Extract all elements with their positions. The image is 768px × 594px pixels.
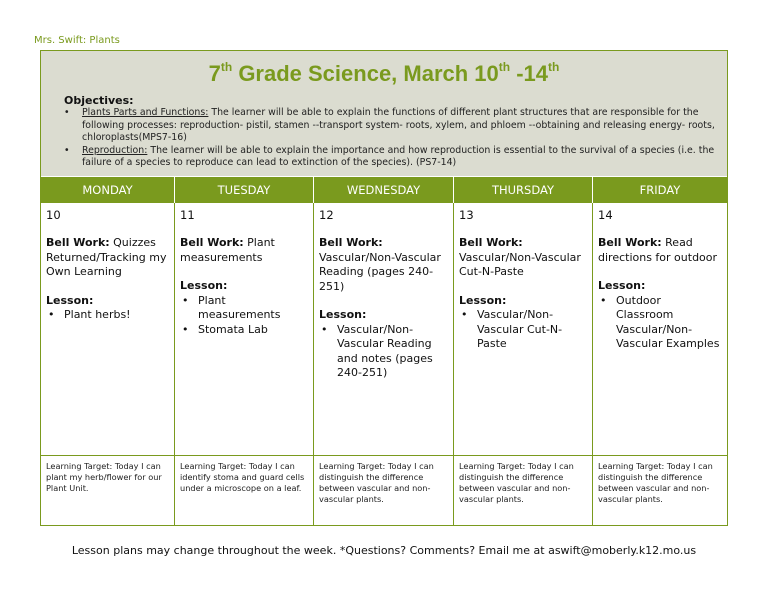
bell-work-text: Read directions for outdoor bbox=[598, 236, 718, 264]
day-date: 10 bbox=[46, 208, 61, 222]
lesson-item bbox=[180, 323, 307, 338]
lesson-item bbox=[180, 294, 307, 323]
lesson-item bbox=[459, 308, 586, 352]
bell-work-text: Vascular/Non-Vascular Cut-N-Paste bbox=[459, 250, 581, 278]
day-header-tuesday: TUESDAY bbox=[175, 177, 314, 203]
title-grade: 7 bbox=[208, 61, 221, 86]
lesson-list bbox=[598, 294, 721, 352]
lesson-text: Stomata Lab bbox=[198, 322, 268, 336]
lesson-label: Lesson: bbox=[46, 293, 94, 307]
bullet-icon: • bbox=[182, 293, 189, 307]
lesson-list bbox=[180, 294, 307, 338]
day-column-thursday bbox=[454, 203, 593, 525]
bullet-icon: • bbox=[48, 308, 55, 321]
bell-work-text: Vascular/Non-Vascular Reading (pages 240-251) bbox=[319, 250, 441, 293]
day-header-friday: FRIDAY bbox=[639, 183, 681, 197]
lesson-text: Vascular/Non-Vascular Cut-N-Paste bbox=[477, 308, 563, 350]
bell-work-text: Plant measurements bbox=[180, 236, 275, 264]
objective-term: Plants Parts and Functions: bbox=[82, 107, 209, 118]
footer-note: Lesson plans may change throughout the week. *Questions? Comments? Email me at aswift@moberly.k12.mo.us bbox=[71, 544, 697, 557]
day-header-wednesday: WEDNESDAY bbox=[314, 177, 454, 203]
day-content bbox=[459, 236, 586, 352]
title-sup-1: th bbox=[220, 59, 233, 74]
objectives-list bbox=[64, 107, 719, 170]
objective-item bbox=[64, 107, 719, 145]
title-text: Grade Science, March 10 bbox=[232, 61, 499, 86]
day-date: 12 bbox=[319, 208, 334, 222]
day-content bbox=[46, 236, 168, 323]
lesson-text: Plant measurements bbox=[198, 293, 281, 321]
day-date: 14 bbox=[598, 208, 613, 222]
bell-work-label: Bell Work: bbox=[459, 236, 523, 249]
day-date: 11 bbox=[180, 208, 195, 222]
weekday-header-row bbox=[41, 177, 727, 203]
learning-target: Learning Target: Today I can distinguish the difference between vascular and non-vascular plants. bbox=[593, 455, 727, 525]
objective-text: The learner will be able to explain the importance and how reproduction is essential to the survival of a species (i.e. the failure of a species to reproduce can lead to extinction of the species). (PS7-14) bbox=[82, 144, 715, 168]
day-column-wednesday bbox=[314, 203, 454, 525]
bullet-icon: • bbox=[461, 308, 468, 321]
title-sup-3: th bbox=[548, 59, 560, 74]
objective-item bbox=[64, 145, 719, 170]
lesson-text: Outdoor Classroom Vascular/Non-Vascular Examples bbox=[616, 293, 720, 350]
learning-target: Learning Target: Today I can identify stoma and guard cells under a microscope on a leaf. bbox=[175, 455, 313, 525]
learning-target: Learning Target: Today I can plant my herb/flower for our Plant Unit. bbox=[41, 455, 174, 525]
bell-work-label: Bell Work: bbox=[319, 236, 383, 249]
week-cells bbox=[41, 203, 727, 525]
lesson-list bbox=[319, 323, 447, 381]
lesson-text: Plant herbs! bbox=[64, 308, 131, 321]
day-column-tuesday bbox=[175, 203, 314, 525]
lesson-label: Lesson: bbox=[319, 308, 367, 321]
day-content bbox=[319, 236, 447, 381]
bullet-icon: • bbox=[182, 322, 189, 336]
day-header-thursday: THURSDAY bbox=[454, 177, 593, 203]
lesson-list bbox=[46, 308, 168, 323]
objectives-banner bbox=[41, 51, 727, 176]
bullet-icon: • bbox=[600, 293, 607, 307]
day-header-monday: MONDAY bbox=[41, 177, 175, 203]
objective-text: The learner will be able to explain the functions of different plant structures that are responsible for the following processes: reproduction- pistil, stamen --transport system- roots, xylem, and phloem --obtaining and releasing energy- roots, chloroplasts(MPS7-16) bbox=[82, 107, 715, 143]
bullet-icon: • bbox=[64, 107, 70, 118]
learning-target: Learning Target: Today I can distinguish the difference between vascular and non-vascular plants. bbox=[314, 455, 453, 525]
lesson-label: Lesson: bbox=[180, 279, 228, 292]
learning-target: Learning Target: Today I can distinguish the difference between vascular and non-vascular plants. bbox=[454, 455, 592, 525]
lesson-item bbox=[598, 294, 721, 352]
day-content bbox=[180, 236, 307, 337]
document-header: Mrs. Swift: Plants bbox=[34, 35, 120, 46]
lesson-label: Lesson: bbox=[598, 279, 646, 292]
bell-work-label: Bell Work: bbox=[180, 236, 244, 249]
day-content bbox=[598, 236, 721, 352]
day-column-monday bbox=[41, 203, 175, 525]
title-sup-2: th bbox=[498, 59, 511, 74]
bell-work bbox=[319, 236, 447, 294]
bell-work bbox=[459, 236, 586, 280]
bell-work-label: Bell Work: bbox=[598, 236, 662, 249]
objective-term: Reproduction: bbox=[82, 144, 148, 156]
bullet-icon: • bbox=[321, 322, 328, 336]
bell-work bbox=[598, 236, 721, 265]
lesson-item bbox=[46, 308, 168, 323]
lesson-label: Lesson: bbox=[459, 293, 507, 307]
lesson-text: Vascular/Non-Vascular Reading and notes (pages 240-251) bbox=[337, 322, 433, 379]
title-dash: -14 bbox=[510, 61, 549, 86]
bell-work bbox=[46, 236, 168, 280]
bell-work-text: Quizzes Returned/Tracking my Own Learning bbox=[46, 236, 167, 278]
lesson-list bbox=[459, 308, 586, 352]
page-title bbox=[41, 61, 727, 87]
lesson-planner bbox=[40, 50, 728, 526]
lesson-item bbox=[319, 323, 447, 381]
bell-work bbox=[180, 236, 307, 265]
bell-work-label: Bell Work: bbox=[46, 236, 110, 249]
objectives-heading: Objectives: bbox=[64, 94, 134, 107]
day-date: 13 bbox=[459, 208, 474, 222]
day-column-friday bbox=[593, 203, 727, 525]
bullet-icon: • bbox=[64, 144, 70, 156]
